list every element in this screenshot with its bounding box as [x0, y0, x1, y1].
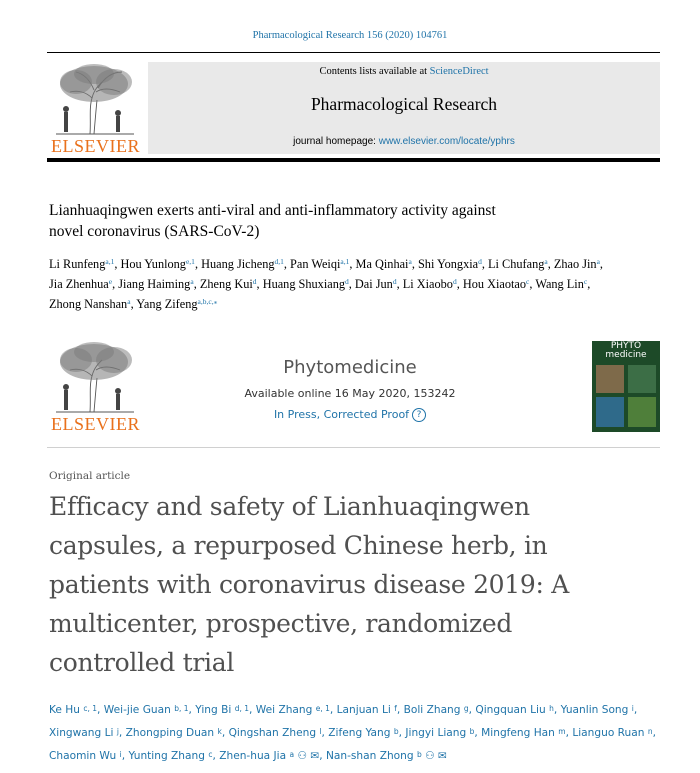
author-name[interactable]: Li Chufang: [488, 257, 545, 271]
author-name[interactable]: Li Xiaobo: [402, 277, 453, 291]
author-name[interactable]: Zhao Jin: [553, 257, 597, 271]
author-affiliation[interactable]: b: [393, 727, 399, 736]
contents-list-line: [148, 66, 660, 77]
author-name[interactable]: Mingfeng Han: [481, 727, 555, 739]
author[interactable]: [405, 727, 474, 739]
author-affiliation[interactable]: e: [108, 277, 113, 286]
author-name[interactable]: Ke Hu: [49, 704, 80, 716]
author[interactable]: [263, 277, 349, 291]
author-name[interactable]: Wei-jie Guan: [103, 704, 171, 716]
author-name[interactable]: Zhen-hua Jia: [219, 750, 287, 762]
author-list: Li Runfeng$^{a,1}$, Hou Yunlong$^{e,1}$, Huang Jicheng$^{d,1}$, Pan Weiqi$^{a,1}$, Ma Qinhai$^a$, Shi Yongxia$^d$, Li Chufang$^a$, Zhao Jin$^a$, Jia Zhenhua$^e$, Jiang Haiming$^a$, Zheng Kui$^d$, Huang Shuxiang$^d$, Dai Jun$^d$, Li Xiaobo$^d$, Hou Xiaotao$^c$, Wang Lin$^c$, Zhong Nanshan$^a$, Yang Zifeng$^{a,b,c,⁎}$: [49, 257, 603, 311]
author-affiliation[interactable]: i: [631, 704, 634, 713]
availability-line: Available online 16 May 2020, 153242: [244, 387, 456, 400]
article-title-line: capsules, a repurposed Chinese herb, in: [49, 531, 548, 560]
status-link[interactable]: In Press, Corrected Proof: [273, 408, 410, 421]
author[interactable]: [256, 704, 330, 716]
sciencedirect-link[interactable]: ScienceDirect: [429, 66, 489, 77]
author-affiliation[interactable]: k: [217, 727, 222, 736]
cover-title: PHYTO medicine: [605, 341, 647, 360]
author[interactable]: [118, 277, 193, 291]
author-affiliation[interactable]: d: [392, 277, 397, 286]
journal-citation[interactable]: Pharmacological Research 156 (2020) 104761: [252, 30, 448, 41]
author-name[interactable]: Pan Weiqi: [290, 257, 341, 271]
author-affiliation[interactable]: c: [208, 750, 213, 759]
cover-image: [596, 397, 624, 427]
author-affiliation[interactable]: a,1: [105, 257, 115, 266]
author-affiliation[interactable]: a: [289, 750, 295, 759]
elsevier-wordmark[interactable]: ELSEVIER: [51, 136, 140, 156]
author[interactable]: [49, 704, 97, 716]
question-circle-icon[interactable]: ?: [412, 408, 426, 422]
author-affiliation[interactable]: a: [408, 257, 412, 266]
author-name[interactable]: Boli Zhang: [403, 704, 461, 716]
author-affiliation[interactable]: h: [549, 704, 554, 713]
author-affiliation[interactable]: d: [478, 257, 482, 266]
article-title: [49, 487, 629, 682]
contents-prefix: Contents lists available at: [319, 66, 430, 77]
author[interactable]: [418, 257, 482, 271]
author-name[interactable]: Dai Jun: [354, 277, 393, 291]
author[interactable]: [561, 704, 634, 716]
author[interactable]: [475, 704, 553, 716]
author-name[interactable]: Ying Bi: [195, 704, 232, 716]
author[interactable]: [463, 277, 530, 291]
author-name[interactable]: Jiang Haiming: [118, 277, 191, 291]
author-name[interactable]: Hou Xiaotao: [462, 277, 527, 291]
person-icon[interactable]: ⚇: [421, 750, 435, 762]
author-name[interactable]: Xingwang Li: [49, 727, 114, 739]
author[interactable]: [554, 257, 600, 271]
author-affiliation[interactable]: e, 1: [315, 704, 330, 713]
author-name[interactable]: Hou Yunlong: [120, 257, 186, 271]
author-name[interactable]: Jingyi Liang: [405, 727, 467, 739]
author-name[interactable]: Wei Zhang: [255, 704, 313, 716]
author-affiliation[interactable]: d: [452, 277, 457, 286]
author[interactable]: [326, 750, 447, 762]
article-title: [49, 200, 649, 242]
journal-cover-thumbnail: [592, 62, 660, 154]
cover-image: [596, 365, 624, 393]
elsevier-tree-icon: [50, 62, 138, 136]
author-affiliation[interactable]: b: [469, 727, 475, 736]
author-affiliation[interactable]: l: [319, 727, 322, 736]
author-name[interactable]: Huang Jicheng: [201, 257, 275, 271]
author-affiliation[interactable]: c: [526, 277, 530, 286]
author-affiliation[interactable]: d,1: [274, 257, 284, 266]
author-name[interactable]: Jia Zhenhua: [49, 277, 109, 291]
author[interactable]: [49, 750, 122, 762]
author-affiliation[interactable]: a: [127, 297, 131, 306]
author[interactable]: [136, 297, 217, 311]
author[interactable]: [219, 750, 319, 762]
author-affiliation[interactable]: d: [345, 277, 349, 286]
article-type: Original article: [49, 470, 131, 482]
author-affiliation[interactable]: n: [647, 727, 653, 736]
author[interactable]: [49, 277, 112, 291]
cover-image: [628, 397, 656, 427]
author-name[interactable]: Chaomin Wu: [49, 750, 117, 762]
author[interactable]: [535, 277, 587, 291]
author-name[interactable]: Nan-shan Zhong: [325, 750, 414, 762]
author-name[interactable]: Lianguo Ruan: [572, 727, 645, 739]
author-name[interactable]: Yuanlin Song: [560, 704, 629, 716]
author[interactable]: [337, 704, 397, 716]
elsevier-logo: [47, 62, 142, 156]
author-affiliation[interactable]: a,1: [340, 257, 350, 266]
envelope-icon[interactable]: ✉: [306, 750, 320, 762]
article-title-line: novel coronavirus (SARS-CoV-2): [49, 223, 260, 240]
author-affiliation[interactable]: b, 1: [174, 704, 189, 713]
author[interactable]: [403, 277, 457, 291]
journal-cover-thumbnail[interactable]: [592, 341, 660, 432]
author[interactable]: [126, 727, 222, 739]
author-affiliation[interactable]: i: [119, 750, 122, 759]
author-affiliation[interactable]: c: [583, 277, 588, 286]
cover-image: [628, 365, 656, 393]
author-list: Ke Hu $^{c, 1}$, Wei-jie Guan $^{b, 1}$, Ying Bi $^{d, 1}$, Wei Zhang $^{e, 1}$, Lanjuan Li $^f$, Boli Zhang $^g$, Qingquan Liu $^h$, Yuanlin Song $^i$, Xingwang Li $^j$, Zhongping Duan $^k$, Qingshan Zheng $^l$, Zifeng Yang $^b$, Jingyi Liang $^b$, Mingfeng Han $^m$, Lianguo Ruan $^n$, Chaomin Wu $^i$, Yunting Zhang $^c$, Zhen-hua Jia $^a$ ⚇ ✉, Nan-shan Zhong $^b$ ⚇ ✉: [49, 704, 656, 762]
author-name[interactable]: Qingquan Liu: [475, 704, 546, 716]
author[interactable]: [356, 257, 412, 271]
author-affiliation[interactable]: g: [463, 704, 469, 713]
article-title-line: patients with coronavirus disease 2019: A: [49, 570, 570, 599]
author-name[interactable]: Shi Yongxia: [417, 257, 479, 271]
author-affiliation[interactable]: a: [596, 257, 600, 266]
person-icon[interactable]: ⚇: [294, 750, 307, 762]
author[interactable]: [404, 704, 469, 716]
author[interactable]: [195, 704, 249, 716]
masthead-thick-rule: [47, 158, 660, 162]
homepage-link[interactable]: www.elsevier.com/locate/yphrs: [378, 136, 515, 147]
author[interactable]: [290, 257, 349, 271]
author-affiliation[interactable]: d: [252, 277, 257, 286]
article-title-line: controlled trial: [49, 648, 235, 677]
author-affiliation[interactable]: a: [190, 277, 194, 286]
author-affiliation[interactable]: a: [544, 257, 548, 266]
author-name[interactable]: Huang Shuxiang: [262, 277, 346, 291]
author[interactable]: [481, 727, 565, 739]
author[interactable]: [120, 257, 194, 271]
author-affiliation[interactable]: b: [416, 750, 422, 759]
elsevier-wordmark[interactable]: ELSEVIER: [51, 414, 140, 434]
section-divider: [47, 447, 660, 448]
author[interactable]: [229, 727, 322, 739]
author-name[interactable]: Zheng Kui: [199, 277, 253, 291]
author[interactable]: [201, 257, 284, 271]
author-name[interactable]: Lanjuan Li: [336, 704, 391, 716]
author[interactable]: [104, 704, 189, 716]
envelope-icon[interactable]: ✉: [434, 750, 447, 762]
author-affiliation[interactable]: a,b,c,⁎: [197, 297, 218, 306]
author-name[interactable]: Zifeng Yang: [328, 727, 391, 739]
author[interactable]: [49, 297, 131, 311]
author[interactable]: [328, 727, 398, 739]
author-name[interactable]: Qingshan Zheng: [228, 727, 317, 739]
author[interactable]: [355, 277, 397, 291]
author-affiliation[interactable]: m: [558, 727, 566, 736]
author[interactable]: [49, 257, 114, 271]
author-affiliation[interactable]: c, 1: [83, 704, 98, 713]
article-title-line: Lianhuaqingwen exerts anti-viral and anti-inflammatory activity against: [49, 202, 496, 219]
author-affiliation[interactable]: d, 1: [234, 704, 250, 713]
journal-banner: [148, 62, 660, 154]
author-affiliation[interactable]: f: [394, 704, 397, 713]
article-title-line: Efficacy and safety of Lianhuaqingwen: [49, 492, 530, 521]
journal-name[interactable]: Phytomedicine: [283, 357, 417, 378]
author-affiliation[interactable]: e,1: [185, 257, 195, 266]
article-title-line: multicenter, prospective, randomized: [49, 609, 513, 638]
author[interactable]: [128, 750, 212, 762]
author-name[interactable]: Zhongping Duan: [125, 727, 215, 739]
author-name[interactable]: Yang Zifeng: [136, 297, 198, 311]
author[interactable]: [488, 257, 548, 271]
author-affiliation[interactable]: j: [116, 727, 119, 736]
journal-title: Pharmacological Research: [310, 94, 498, 114]
author-name[interactable]: Ma Qinhai: [355, 257, 409, 271]
author-name[interactable]: Zhong Nanshan: [49, 297, 128, 311]
author[interactable]: [572, 727, 652, 739]
homepage-prefix: journal homepage:: [293, 136, 379, 147]
author[interactable]: [200, 277, 257, 291]
author-name[interactable]: Yunting Zhang: [128, 750, 205, 762]
author-name[interactable]: Li Runfeng: [49, 257, 106, 271]
author[interactable]: [49, 727, 119, 739]
author-name[interactable]: Wang Lin: [535, 277, 584, 291]
journal-homepage-line: [148, 136, 660, 147]
masthead-top-rule: [47, 52, 660, 53]
